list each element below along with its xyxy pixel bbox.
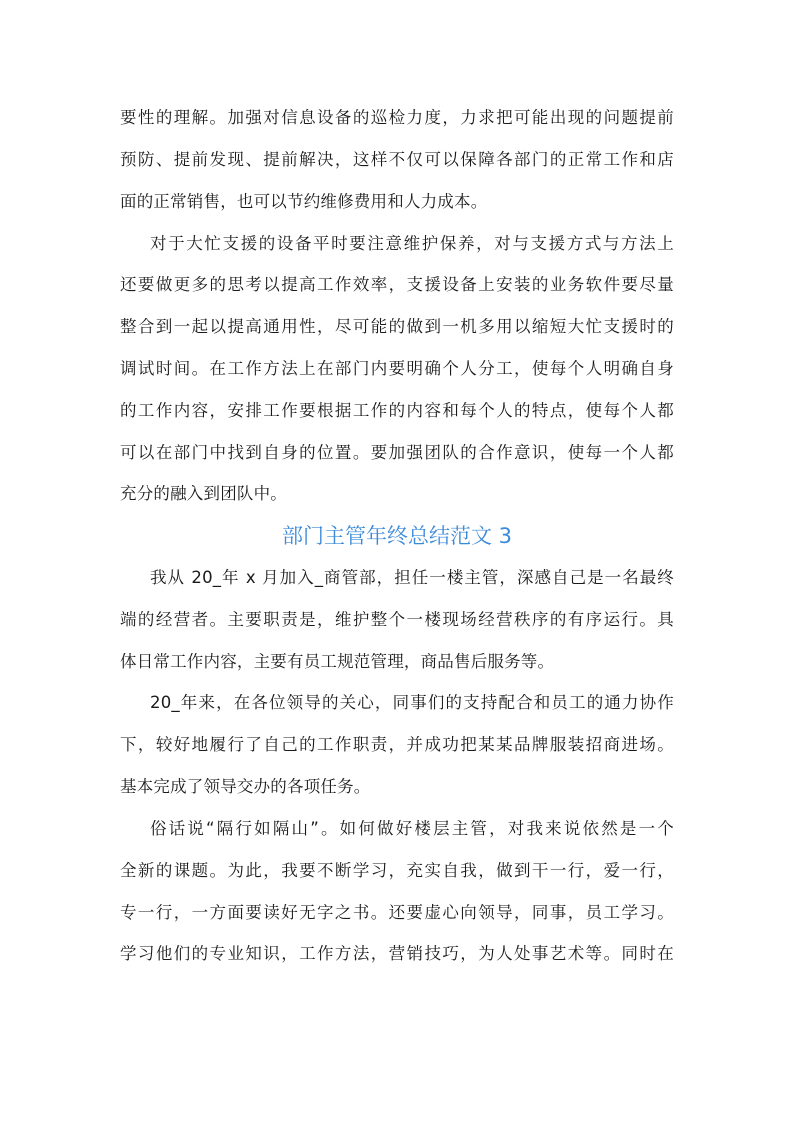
text-line: 面的正常销售，也可以节约维修费用和人力成本。 bbox=[120, 192, 488, 211]
text-line: 我从 20_年 x 月加入_商管部，担任一楼主管，深感自己是一名最终 bbox=[150, 568, 674, 587]
text-line: 的工作内容，安排工作要根据工作的内容和每个人的特点，使每个人都 bbox=[120, 401, 674, 420]
text-line: 专一行，一方面要读好无字之书。还要虚心向领导，同事，员工学习。 bbox=[120, 903, 674, 922]
text-line: 充分的融入到团队中。 bbox=[120, 484, 287, 503]
text-line: 俗话说“隔行如隔山”。如何做好楼层主管，对我来说依然是一个 bbox=[150, 819, 674, 838]
text-line: 20_年来，在各位领导的关心，同事们的支持配合和员工的通力协作 bbox=[150, 693, 674, 712]
text-line: 还要做更多的思考以提高工作效率，支援设备上安装的业务软件要尽量 bbox=[120, 275, 674, 294]
text-line: 学习他们的专业知识，工作方法，营销技巧，为人处事艺术等。同时在 bbox=[120, 944, 674, 963]
text-line: 可以在部门中找到自身的位置。要加强团队的合作意识，使每一个人都 bbox=[120, 443, 674, 462]
text-line: 调试时间。在工作方法上在部门内要明确个人分工，使每个人明确自身 bbox=[120, 359, 674, 378]
text-line: 对于大忙支援的设备平时要注意维护保养，对与支援方式与方法上 bbox=[150, 234, 674, 253]
text-line: 体日常工作内容，主要有员工规范管理，商品售后服务等。 bbox=[120, 652, 555, 671]
text-line: 要性的理解。加强对信息设备的巡检力度，力求把可能出现的问题提前 bbox=[120, 108, 674, 127]
text-line: 基本完成了领导交办的各项任务。 bbox=[120, 777, 371, 796]
text-line: 全新的课题。为此，我要不断学习，充实自我，做到干一行，爱一行， bbox=[120, 861, 674, 880]
text-line: 整合到一起以提高通用性，尽可能的做到一机多用以缩短大忙支援时的 bbox=[120, 317, 674, 336]
text-line: 下，较好地履行了自己的工作职责，并成功把某某品牌服装招商进场。 bbox=[120, 735, 674, 754]
text-line: 预防、提前发现、提前解决，这样不仅可以保障各部门的正常工作和店 bbox=[120, 150, 674, 169]
text-line: 端的经营者。主要职责是，维护整个一楼现场经营秩序的有序运行。具 bbox=[120, 610, 674, 629]
section-heading: 部门主管年终总结范文 3 bbox=[281, 524, 513, 548]
